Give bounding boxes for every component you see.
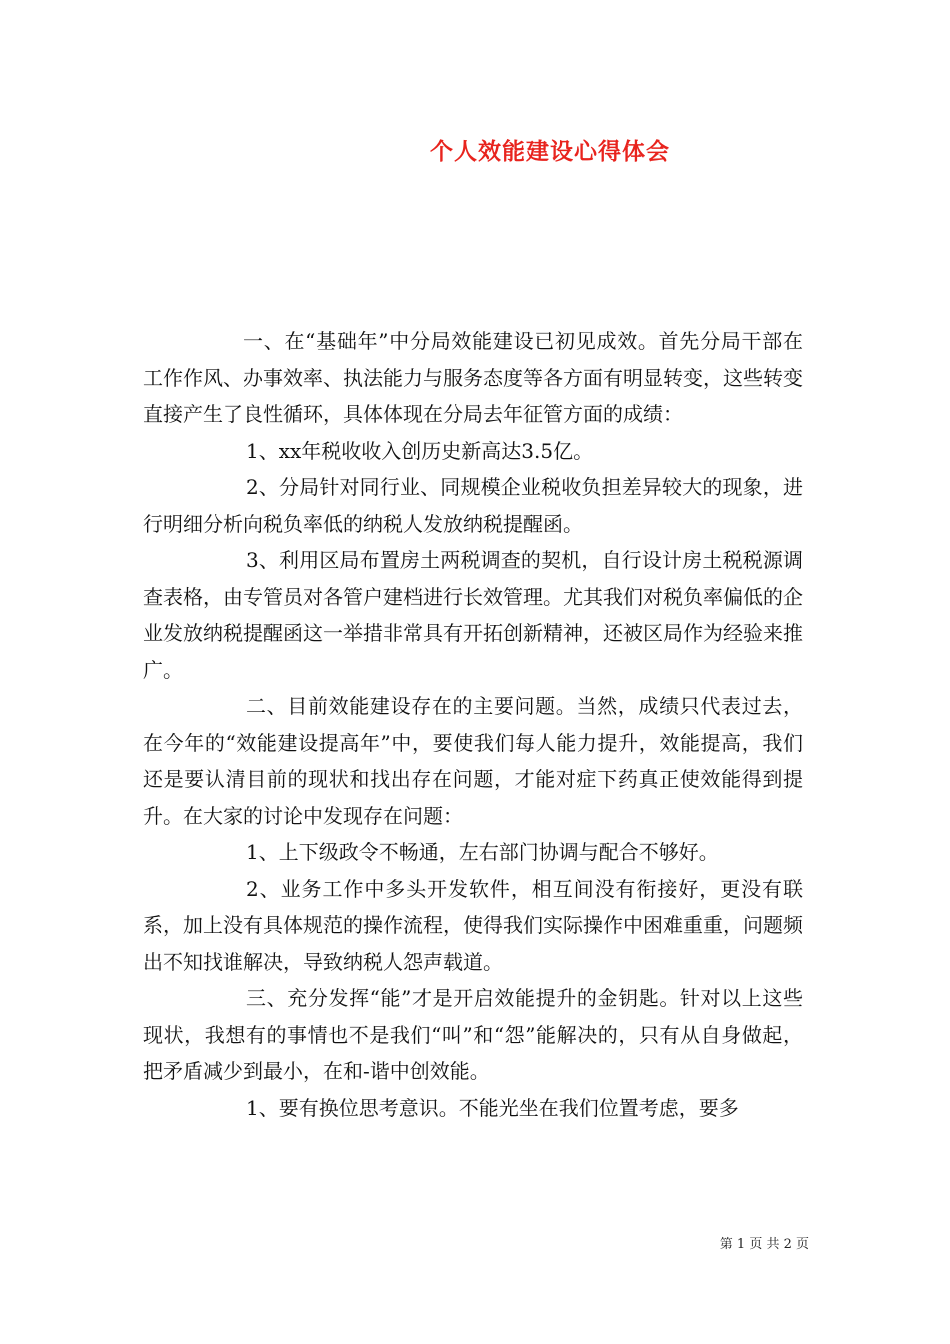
document-title: 个人效能建设心得体会 (430, 138, 670, 165)
paragraph-item-2-2: 2、业务工作中多头开发软件，相互间没有衔接好，更没有联系，加上没有具体规范的操作流程，使得我们实际操作中困难重重，问题频出不知找谁解决，导致纳税人怨声载道。 (143, 876, 803, 974)
paragraph-section-2: 二、目前效能建设存在的主要问题。当然，成绩只代表过去，在今年的“效能建设提高年”中，要使我们每人能力提升，效能提高，我们还是要认清目前的现状和找出存在问题，才能对症下药真正使效能得到提升。在大家的讨论中发现存在问题： (143, 694, 803, 828)
document-body (143, 323, 803, 1126)
paragraph-section-1: 一、在“基础年”中分局效能建设已初见成效。首先分局干部在工作作风、办事效率、执法能力与服务态度等各方面有明显转变，这些转变直接产生了良性循环，具体体现在分局去年征管方面的成绩： (143, 329, 803, 426)
paragraph-item-1-3: 3、利用区局布置房土两税调查的契机，自行设计房土税税源调查表格，由专管员对各管户建档进行长效管理。尤其我们对税负率偏低的企业发放纳税提醒函这一举措非常具有开拓创新精神，还被区局作为经验来推广。 (143, 548, 803, 682)
paragraph-item-3-1: 1、要有换位思考意识。不能光坐在我们位置考虑，要多 (246, 1095, 739, 1120)
paragraph-item-1-1: 1、xx年税收收入创历史新高达3.5亿。 (246, 438, 594, 463)
page-number-footer: 第 1 页 共 2 页 (719, 1237, 809, 1252)
paragraph-item-2-1: 1、上下级政令不畅通，左右部门协调与配合不够好。 (246, 840, 719, 864)
paragraph-item-1-2: 2、分局针对同行业、同规模企业税收负担差异较大的现象，进行明细分析向税负率低的纳税人发放纳税提醒函。 (143, 475, 803, 536)
paragraph-section-3: 三、充分发挥“能”才是开启效能提升的金钥匙。针对以上这些现状，我想有的事情也不是我们“叫”和“怨”能解决的，只有从自身做起，把矛盾减少到最小，在和-谐中创效能。 (143, 986, 803, 1083)
